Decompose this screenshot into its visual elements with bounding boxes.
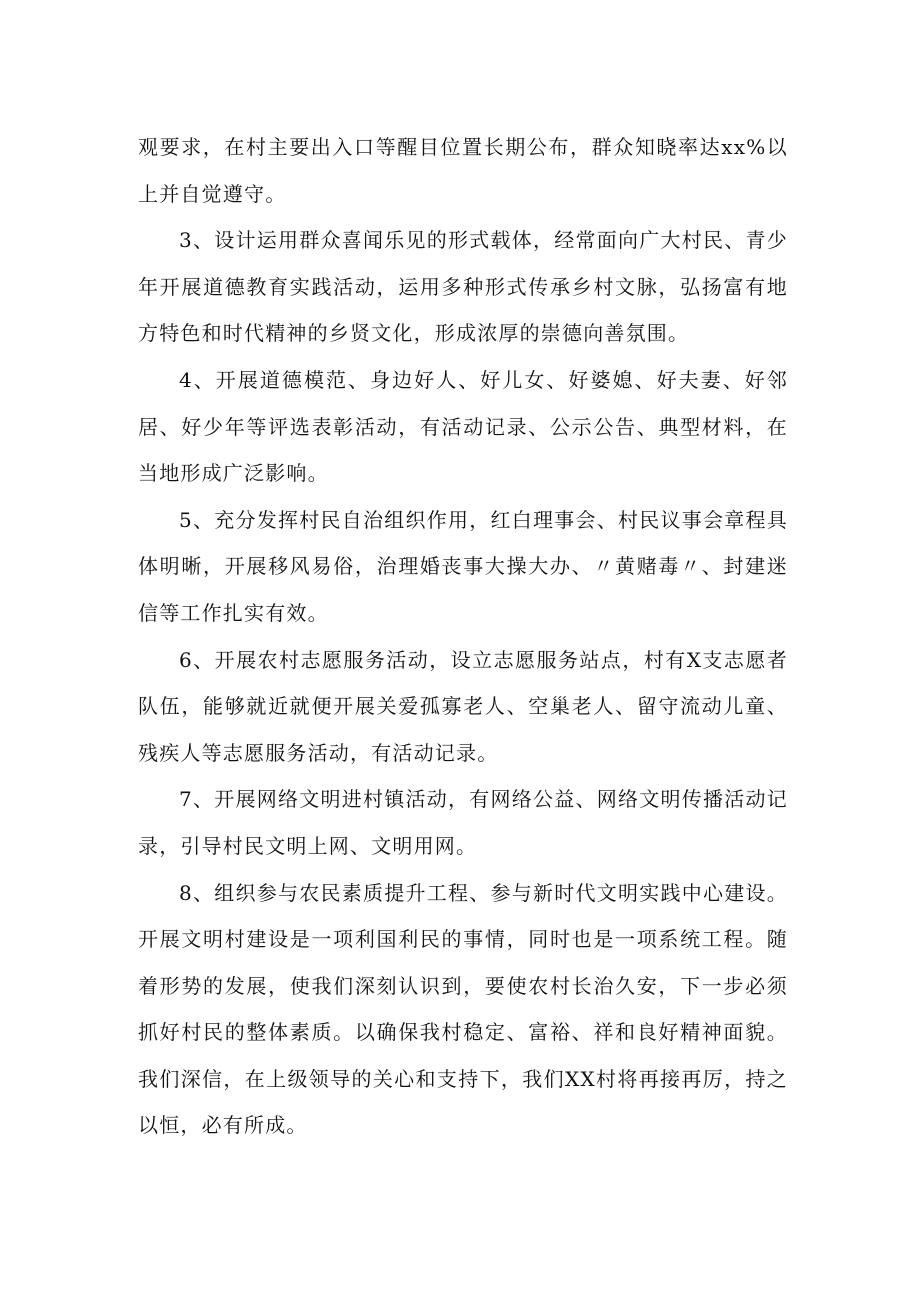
paragraph-4: 5、充分发挥村民自治组织作用，红白理事会、村民议事会章程具体明晰，开展移风易俗，治理婚丧事大操大办、〃黄赌毒〃、封建迷信等工作扎实有效。 xyxy=(138,507,788,625)
paragraph-3: 4、开展道德模范、身边好人、好儿女、好婆媳、好夫妻、好邻居、好少年等评选表彰活动，有活动记录、公示公告、典型材料，在当地形成广泛影响。 xyxy=(138,367,788,486)
document-body xyxy=(138,124,788,1149)
paragraph-5: 6、开展农村志愿服务活动，设立志愿服务站点，村有X支志愿者队伍，能够就近就便开展关爱孤寡老人、空巢老人、留守流动儿童、残疾人等志愿服务活动，有活动记录。 xyxy=(138,647,788,765)
paragraph-6: 7、开展网络文明进村镇活动，有网络公益、网络文明传播活动记录，引导村民文明上网、文明用网。 xyxy=(138,787,788,858)
paragraph-1: 观要求，在村主要出入口等醒目位置长期公布，群众知晓率达xx%以上并自觉遵守。 xyxy=(138,135,788,206)
paragraph-2: 3、设计运用群众喜闻乐见的形式载体，经常面向广大村民、青少年开展道德教育实践活动，运用多种形式传承乡村文脉，弘扬富有地方特色和时代精神的乡贤文化，形成浓厚的崇德向善氛围。 xyxy=(138,228,788,346)
paragraph-7: 8、组织参与农民素质提升工程、参与新时代文明实践中心建设。开展文明村建设是一项利国利民的事情，同时也是一项系统工程。随着形势的发展，使我们深刻认识到，要使农村长治久安，下一步必须抓好村民的整体素质。以确保我村稳定、富裕、祥和良好精神面貌。我们深信，在上级领导的关心和支持下，我们XX村将再接再厉，持之以恒，必有所成。 xyxy=(138,880,788,1138)
